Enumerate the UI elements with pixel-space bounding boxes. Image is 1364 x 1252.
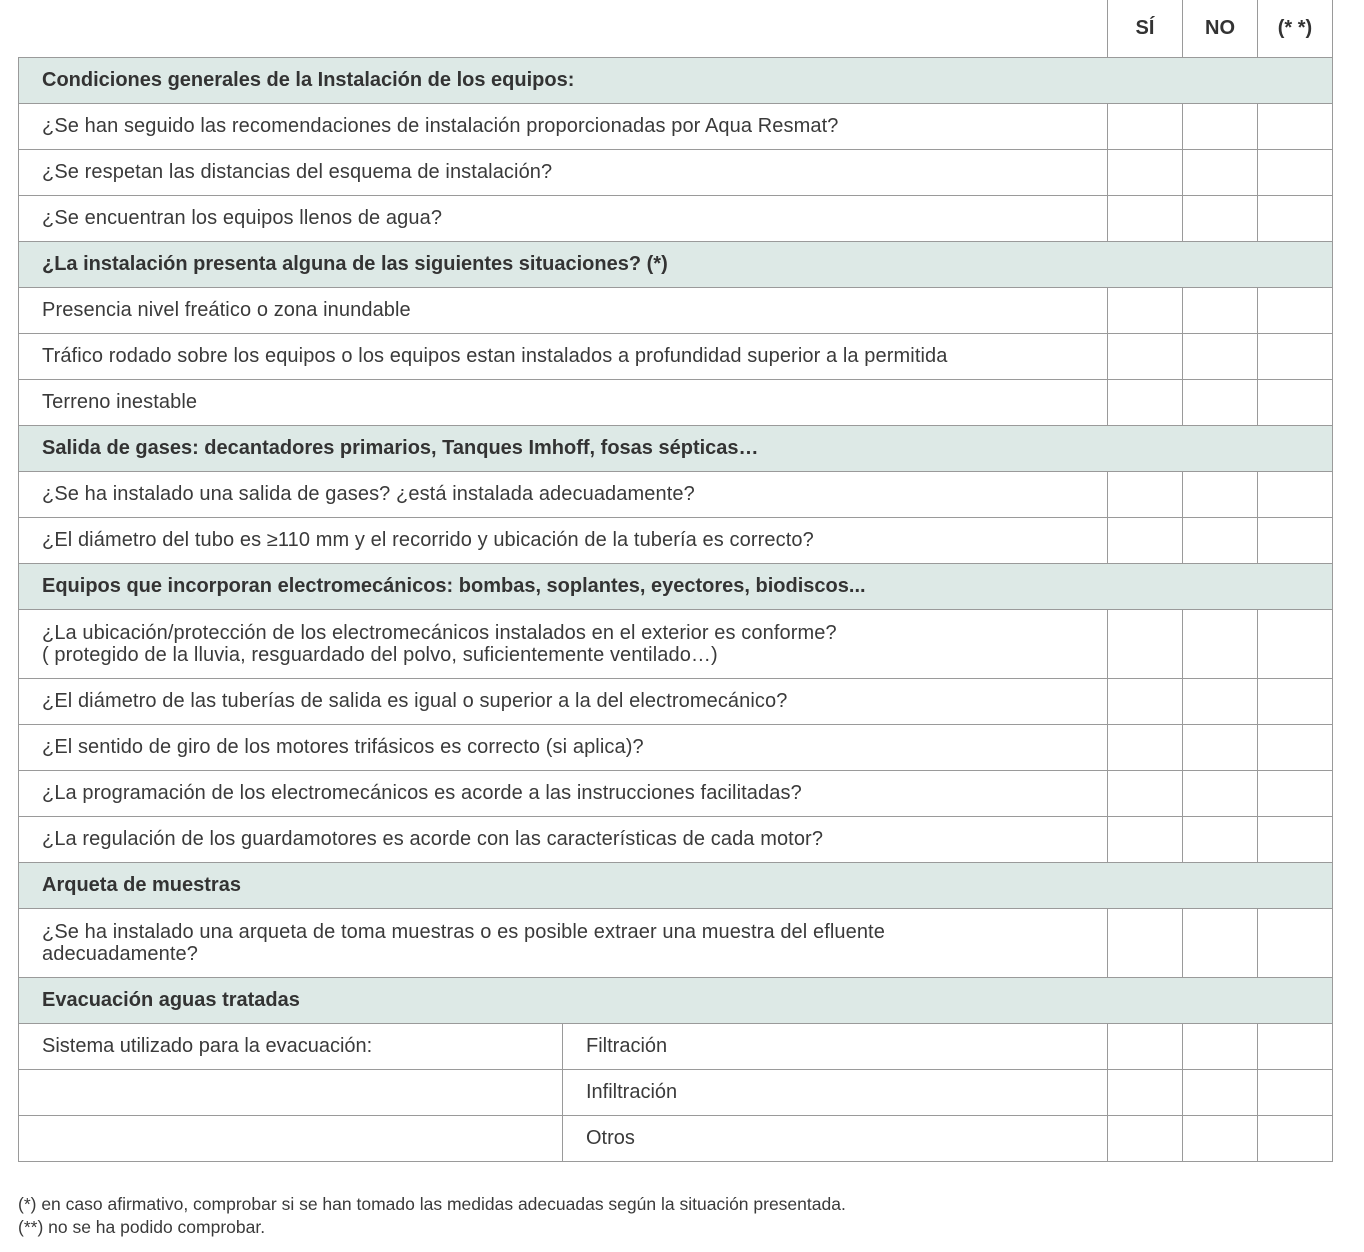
question-row [19,380,1333,426]
question-row [19,472,1333,518]
section-header-row [19,564,1333,610]
question-row [19,196,1333,242]
question-line: ¿El diámetro del tubo es ≥110 mm y el recorrido y ubicación de la tubería es correcto? [42,529,814,551]
question-text [19,334,1108,380]
checklist-body [19,58,1333,1162]
question-text [19,150,1108,196]
question-line: Tráfico rodado sobre los equipos o los equipos estan instalados a profundidad superior a la permitida [42,345,948,367]
section-title: Evacuación aguas tratadas [19,978,1333,1024]
question-line: ¿Se encuentran los equipos llenos de agua? [42,207,443,229]
question-line: ¿La ubicación/protección de los electromecánicos instalados en el exterior es conforme? [42,622,837,644]
checkbox-not-checked[interactable] [1258,679,1333,725]
checkbox-si[interactable] [1108,150,1183,196]
checkbox-not-checked[interactable] [1258,472,1333,518]
question-text [19,518,1108,564]
section-header-row [19,978,1333,1024]
section-title: Salida de gases: decantadores primarios, Tanques Imhoff, fosas sépticas… [19,426,1333,472]
question-row [19,334,1333,380]
question-text [19,679,1108,725]
checkbox-no[interactable] [1183,610,1258,679]
evacuation-option-label: Otros [563,1116,1108,1162]
checkbox-not-checked[interactable] [1258,334,1333,380]
question-line: ¿Se ha instalado una salida de gases? ¿está instalada adecuadamente? [42,483,695,505]
checkbox-not-checked[interactable] [1258,725,1333,771]
question-row [19,817,1333,863]
checkbox-no[interactable] [1183,679,1258,725]
checkbox-not-checked[interactable] [1258,196,1333,242]
checkbox-si[interactable] [1108,288,1183,334]
question-text [19,104,1108,150]
evacuation-option-row [19,1024,1333,1070]
checkbox-si[interactable] [1108,104,1183,150]
evacuation-option-row [19,1116,1333,1162]
checkbox-not-checked[interactable] [1258,1024,1333,1070]
question-line: Presencia nivel freático o zona inundable [42,299,411,321]
section-header-row [19,242,1333,288]
question-line: ¿El diámetro de las tuberías de salida es igual o superior a la del electromecánico? [42,690,788,712]
question-line: ¿La regulación de los guardamotores es acorde con las características de cada motor? [42,828,824,850]
checkbox-not-checked[interactable] [1258,817,1333,863]
checkbox-no[interactable] [1183,196,1258,242]
checkbox-si[interactable] [1108,679,1183,725]
question-line: ( protegido de la lluvia, resguardado del polvo, suficientemente ventilado…) [42,644,718,666]
question-text [19,288,1108,334]
section-header-row [19,58,1333,104]
section-title: Condiciones generales de la Instalación de los equipos: [19,58,1333,104]
checkbox-no[interactable] [1183,472,1258,518]
empty-label-cell [19,1116,563,1162]
evacuation-option-row [19,1070,1333,1116]
checkbox-not-checked[interactable] [1258,771,1333,817]
checkbox-si[interactable] [1108,610,1183,679]
column-header-si: SÍ [1108,0,1183,58]
checkbox-si[interactable] [1108,472,1183,518]
header-spacer [19,0,1108,58]
section-title: Arqueta de muestras [19,863,1333,909]
evacuation-option-label: Infiltración [563,1070,1108,1116]
checkbox-not-checked[interactable] [1258,1070,1333,1116]
checkbox-not-checked[interactable] [1258,104,1333,150]
checkbox-si[interactable] [1108,518,1183,564]
question-row [19,909,1333,978]
question-row [19,679,1333,725]
checkbox-si[interactable] [1108,1070,1183,1116]
checkbox-no[interactable] [1183,288,1258,334]
question-line: ¿Se respetan las distancias del esquema de instalación? [42,161,553,183]
question-line: ¿Se han seguido las recomendaciones de instalación proporcionadas por Aqua Resmat? [42,115,839,137]
installation-checklist-table [18,0,1333,1162]
section-title: Equipos que incorporan electromecánicos: bombas, soplantes, eyectores, biodiscos... [19,564,1333,610]
question-line: adecuadamente? [42,943,198,965]
section-header-row [19,863,1333,909]
checkbox-si[interactable] [1108,380,1183,426]
checkbox-no[interactable] [1183,334,1258,380]
column-header-no: NO [1183,0,1258,58]
footnotes [18,1193,846,1239]
checkbox-no[interactable] [1183,909,1258,978]
checkbox-not-checked[interactable] [1258,380,1333,426]
checkbox-si[interactable] [1108,1024,1183,1070]
question-row [19,150,1333,196]
question-text [19,196,1108,242]
checkbox-not-checked[interactable] [1258,150,1333,196]
question-line: ¿Se ha instalado una arqueta de toma muestras o es posible extraer una muestra del efluente [42,921,885,943]
section-header-row [19,426,1333,472]
checkbox-not-checked[interactable] [1258,909,1333,978]
question-line: Terreno inestable [42,391,198,413]
section-title: ¿La instalación presenta alguna de las siguientes situaciones? (*) [19,242,1333,288]
question-row [19,104,1333,150]
checklist-sheet [18,0,1332,1162]
header-row [19,0,1333,58]
checkbox-no[interactable] [1183,771,1258,817]
checkbox-no[interactable] [1183,104,1258,150]
checkbox-no[interactable] [1183,1024,1258,1070]
question-text [19,771,1108,817]
checkbox-si[interactable] [1108,1116,1183,1162]
question-text [19,909,1108,978]
checkbox-si[interactable] [1108,725,1183,771]
question-line: ¿La programación de los electromecánicos es acorde a las instrucciones facilitadas? [42,782,802,804]
footnote-affirmative: (*) en caso afirmativo, comprobar si se han tomado las medidas adecuadas según la situación presentada. [18,1194,846,1214]
evacuation-option-label: Filtración [563,1024,1108,1070]
checkbox-not-checked[interactable] [1258,288,1333,334]
question-text [19,472,1108,518]
footnote-not-checked: (**) no se ha podido comprobar. [18,1217,266,1237]
checkbox-no[interactable] [1183,380,1258,426]
checkbox-no[interactable] [1183,1070,1258,1116]
checkbox-si[interactable] [1108,771,1183,817]
question-text [19,380,1108,426]
checkbox-not-checked[interactable] [1258,1116,1333,1162]
question-row [19,610,1333,679]
question-row [19,518,1333,564]
checkbox-si[interactable] [1108,817,1183,863]
question-line: ¿El sentido de giro de los motores trifásicos es correcto (si aplica)? [42,736,644,758]
checkbox-no[interactable] [1183,150,1258,196]
evacuation-system-label: Sistema utilizado para la evacuación: [19,1024,563,1070]
checkbox-no[interactable] [1183,725,1258,771]
checkbox-not-checked[interactable] [1258,610,1333,679]
question-text [19,610,1108,679]
question-text [19,817,1108,863]
question-row [19,288,1333,334]
checkbox-no[interactable] [1183,817,1258,863]
column-header-not-checked: (* *) [1258,0,1333,58]
question-text [19,725,1108,771]
question-row [19,771,1333,817]
empty-label-cell [19,1070,563,1116]
checkbox-no[interactable] [1183,518,1258,564]
question-row [19,725,1333,771]
checkbox-si[interactable] [1108,334,1183,380]
checkbox-not-checked[interactable] [1258,518,1333,564]
checkbox-no[interactable] [1183,1116,1258,1162]
checkbox-si[interactable] [1108,909,1183,978]
checkbox-si[interactable] [1108,196,1183,242]
